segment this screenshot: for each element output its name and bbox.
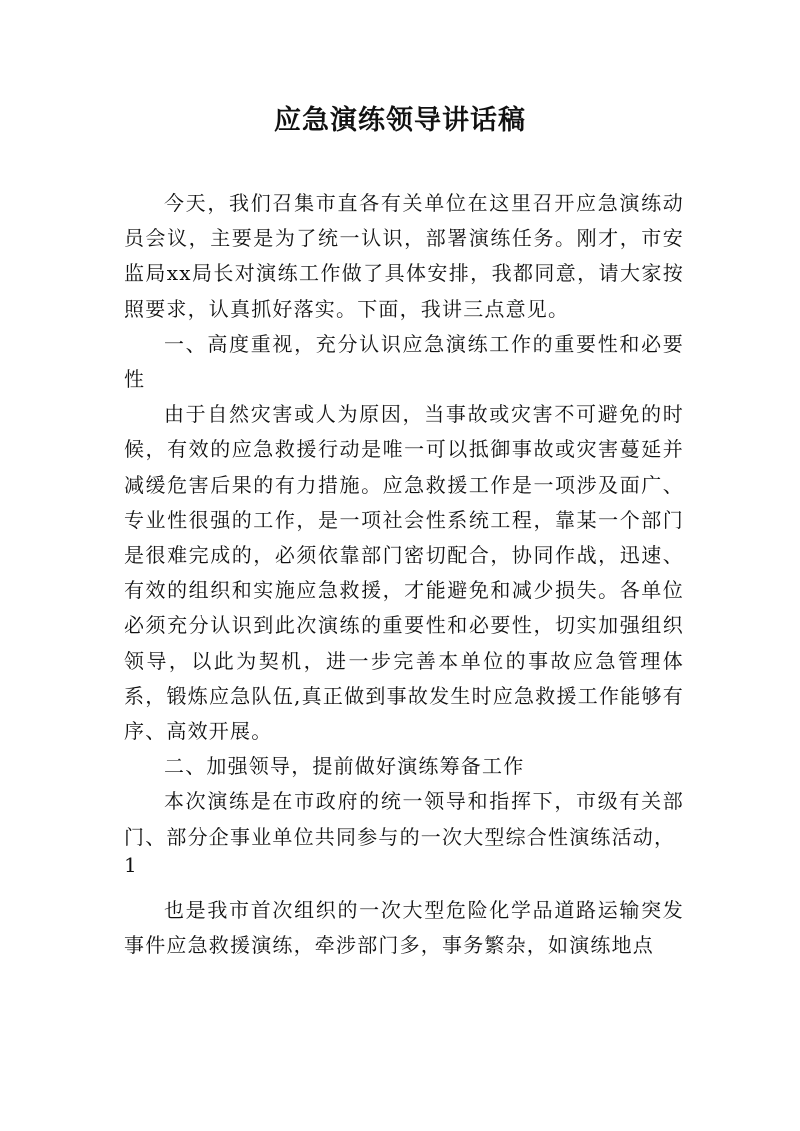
heading-section-1: 一、高度重视，充分认识应急演练工作的重要性和必要性	[124, 331, 684, 392]
paragraph-section-2: 本次演练是在市政府的统一领导和指挥下，市级有关部门、部分企事业单位共同参与的一次大型综合性演练活动，	[124, 789, 684, 849]
paragraph-continuation: 也是我市首次组织的一次大型危险化学品道路运输突发事件应急救援演练，牵涉部门多，事务繁杂，如演练地点	[124, 897, 684, 958]
document-title: 应急演练领导讲话稿	[274, 105, 526, 136]
document-body	[124, 186, 684, 963]
heading-section-2: 二、加强领导，提前做好演练筹备工作	[164, 754, 525, 779]
page-number: 1	[124, 852, 138, 877]
paragraph-section-1: 由于自然灾害或人为原因，当事故或灾害不可避免的时候，有效的应急救援行动是唯一可以抵御事故或灾害蔓延并减缓危害后果的有力措施。应急救援工作是一项涉及面广、专业性很强的工作，是一项社会性系统工程，靠某一个部门是很难完成的，必须依靠部门密切配合，协同作战，迅速、有效的组织和实施应急救援，才能避免和减少损失。各单位必须充分认识到此次演练的重要性和必要性，切实加强组织领导，以此为契机，进一步完善本单位的事故应急管理体系，锻炼应急队伍,真正做到事故发生时应急救援工作能够有序、高效开展。	[124, 402, 684, 744]
paragraph-intro: 今天，我们召集市直各有关单位在这里召开应急演练动员会议，主要是为了统一认识，部署演练任务。刚才，市安监局xx局长对演练工作做了具体安排，我都同意，请大家按照要求，认真抓好落实。下面，我讲三点意见。	[124, 191, 684, 321]
